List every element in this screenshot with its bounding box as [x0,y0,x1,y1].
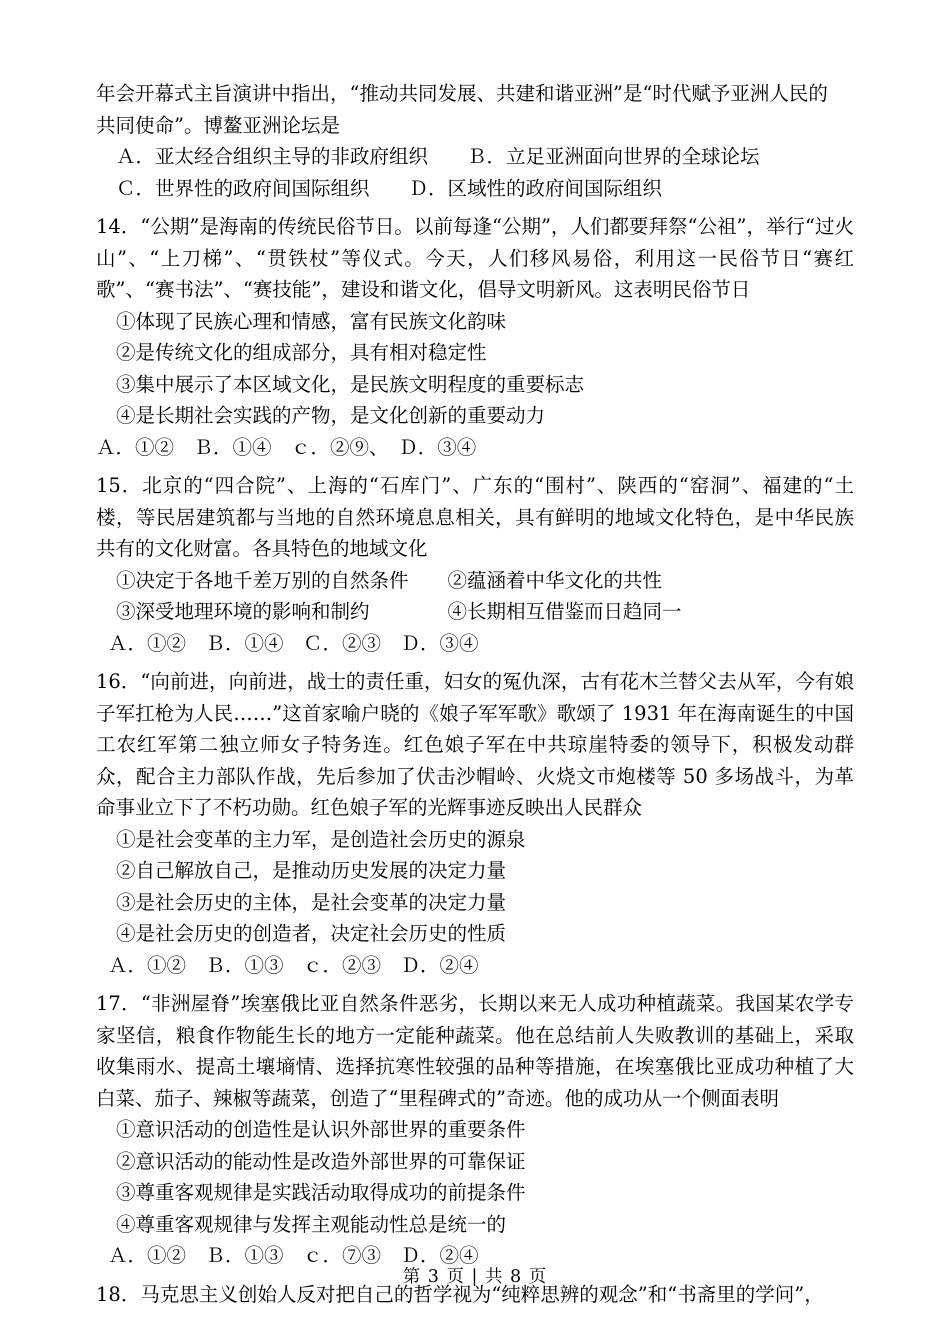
question-17 [96,988,854,1272]
q17-number: 17． [96,992,141,1015]
q16-item-4: ④是社会历史的创造者，决定社会历史的性质 [116,922,507,945]
q14-item-3: ③集中展示了本区域文化，是民族文明程度的重要标志 [116,372,585,396]
page-footer: 第 3 页 | 共 8 页 [402,1267,548,1287]
question-15 [96,470,854,659]
q16-item-3: ③是社会历史的主体，是社会变革的决定力量 [116,890,507,914]
q17-item-3: ③尊重客观规律是实践活动取得成功的前提条件 [116,1181,526,1204]
q15-answers: Ａ．①② Ｂ．①④ Ｃ．②③ Ｄ．③④ [108,631,479,655]
question-14 [96,211,854,463]
q15-stem-text: 北京的“四合院”、上海的“石库门”、广东的“围村”、陕西的“窑洞”、福建的“土楼，等民居建筑都与当地的自然环境息息相关，具有鲜明的地域文化特色，是中华民族共有的文化财富。各具特色的地域文化 [96,474,854,560]
q18-stem-text: 马克思主义创始人反对把自己的哲学视为“纯粹思辨的观念”和“书斋里的学问”， [140,1282,824,1306]
q18-number: 18． [96,1282,141,1306]
q15-number: 15． [96,474,143,497]
q16-stem [96,666,854,824]
q14-item-2: ②是传统文化的组成部分，具有相对稳定性 [116,341,487,364]
question-13-continued [96,78,854,204]
q14-answers: Ａ．①② Ｂ．①④ ｃ．②⑨、 Ｄ．③④ [96,435,477,459]
q16-stem-text: “向前进，向前进，战士的责任重，妇女的冤仇深，古有花木兰替父去从军，今有娘子军扛枪为人民……”这首家喻户晓的《娘子军军歌》歌颂了 1931 年在海南诞生的中国工农红军第二独立师女子特务连。红色娘子军在中共琼崖特委的领导下，积极发动群众，配合主力部队作战，先后参加了伏击沙帽岭、火烧文市炮楼等 50 多场战斗，为革命事业立下了不朽功勋。红色娘子军的光辉事迹反映出人民群众 [96,670,854,819]
q15-item-1: ①决定于各地千差万别的自然条件 ②蕴涵着中华文化的共性 [116,568,663,592]
q16-item-1: ①是社会变革的主力军，是创造社会历史的源泉 [116,827,526,851]
q13-options-line-1: Ａ．亚太经合组织主导的非政府组织 Ｂ．立足亚洲面向世界的全球论坛 [116,145,760,168]
q14-item-4: ④是长期社会实践的产物，是文化创新的重要动力 [116,404,546,427]
q17-stem [96,988,854,1114]
q14-item-1: ①体现了民族心理和情感，富有民族文化韵味 [116,309,507,333]
q17-item-4: ④尊重客观规律与发挥主观能动性总是统一的 [116,1212,507,1236]
q17-stem-text: “非洲屋脊”埃塞俄比亚自然条件恶劣，长期以来无人成功种植蔬菜。我国某农学专家坚信，粮食作物能生长的地方一定能种蔬菜。他在总结前人失败教训的基础上，采取收集雨水、提高土壤墒情、选择抗寒性较强的品种等措施，在埃塞俄比亚成功种植了大白菜、茄子、辣椒等蔬菜，创造了“里程碑式的”奇迹。他的成功从一个侧面表明 [96,992,854,1110]
q16-item-2: ②自己解放自己，是推动历史发展的决定力量 [116,859,507,882]
q17-item-2: ②意识活动的能动性是改造外部世界的可靠保证 [116,1149,526,1173]
q15-item-2: ③深受地理环境的影响和制约 ④长期相互借鉴而日趋同一 [116,600,682,623]
q15-stem [96,470,854,565]
q16-number: 16． [96,670,141,693]
q14-number: 14． [96,215,141,238]
q13-options-line-2: Ｃ．世界性的政府间国际组织 Ｄ．区域性的政府间国际组织 [116,176,663,200]
q14-stem [96,211,854,306]
q17-item-1: ①意识活动的创造性是认识外部世界的重要条件 [116,1118,526,1141]
question-16 [96,666,854,981]
q14-stem-text: “公期”是海南的传统民俗节日。以前每逢“公期”，人们都要拜祭“公祖”，举行“过火山”、“上刀梯”、“贯铁杖”等仪式。今天，人们移风易俗，利用这一民俗节日“赛红歌”、“赛书法”、“赛技能”，建设和谐文化，倡导文明新风。这表明民俗节日 [96,215,854,301]
q13-line-1: 年会开幕式主旨演讲中指出，“推动共同发展、共建和谐亚洲”是“时代赋予亚洲人民的 [96,82,828,105]
q16-answers: Ａ．①② Ｂ．①③ ｃ．②③ Ｄ．②④ [108,953,479,977]
q13-line-2: 共同使命”。博鳌亚洲论坛是 [96,113,340,137]
q17-answers: Ａ．①② Ｂ．①③ ｃ．⑦③ Ｄ．②④ [108,1244,479,1267]
